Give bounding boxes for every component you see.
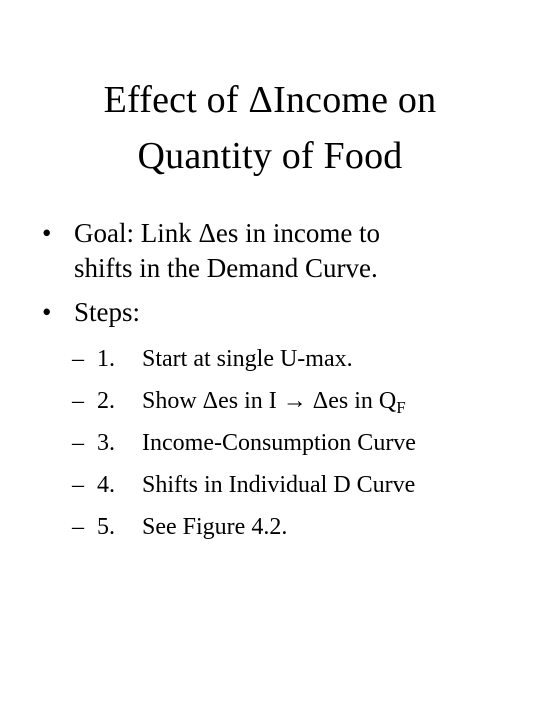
- slide-title: [0, 72, 540, 184]
- bullet-list: [42, 216, 522, 552]
- step-dash: –: [72, 430, 84, 456]
- bullet-steps-label: Steps:: [74, 297, 141, 327]
- bullet-goal-line-2: shifts in the Demand Curve.: [74, 253, 378, 283]
- step-item-5: [72, 510, 522, 544]
- step-number: 4.: [97, 472, 115, 498]
- step-text-with-subscript: [142, 384, 406, 420]
- step-text: See Figure 4.2.: [142, 514, 288, 540]
- step-dash: –: [72, 472, 84, 498]
- step-dash: –: [72, 388, 84, 414]
- bullet-steps: [42, 295, 522, 330]
- bullet-dot: •: [42, 297, 52, 327]
- step-item-3: [72, 426, 522, 460]
- bullet-goal: [42, 216, 522, 286]
- steps-list: [42, 342, 522, 544]
- bullet-dot: •: [42, 218, 52, 248]
- step-item-1: [72, 342, 522, 376]
- step-dash: –: [72, 346, 84, 372]
- step-dash: –: [72, 514, 84, 540]
- step-subscript: F: [396, 398, 406, 417]
- step-item-2: [72, 384, 522, 418]
- step-text: Shifts in Individual D Curve: [142, 472, 416, 498]
- bullet-goal-line-1: Goal: Link Δes in income to: [74, 218, 381, 248]
- step-text: Income-Consumption Curve: [142, 430, 416, 456]
- step-number: 1.: [97, 346, 115, 372]
- step-text: Start at single U-max.: [142, 346, 353, 372]
- step-number: 2.: [97, 388, 115, 414]
- title-line-2: Quantity of Food: [137, 135, 403, 177]
- title-line-1: Effect of ΔIncome on: [103, 79, 437, 121]
- step-number: 5.: [97, 514, 115, 540]
- step-item-4: [72, 468, 522, 502]
- step-number: 3.: [97, 430, 115, 456]
- step-text: Show Δes in I → Δes in Q: [142, 388, 397, 414]
